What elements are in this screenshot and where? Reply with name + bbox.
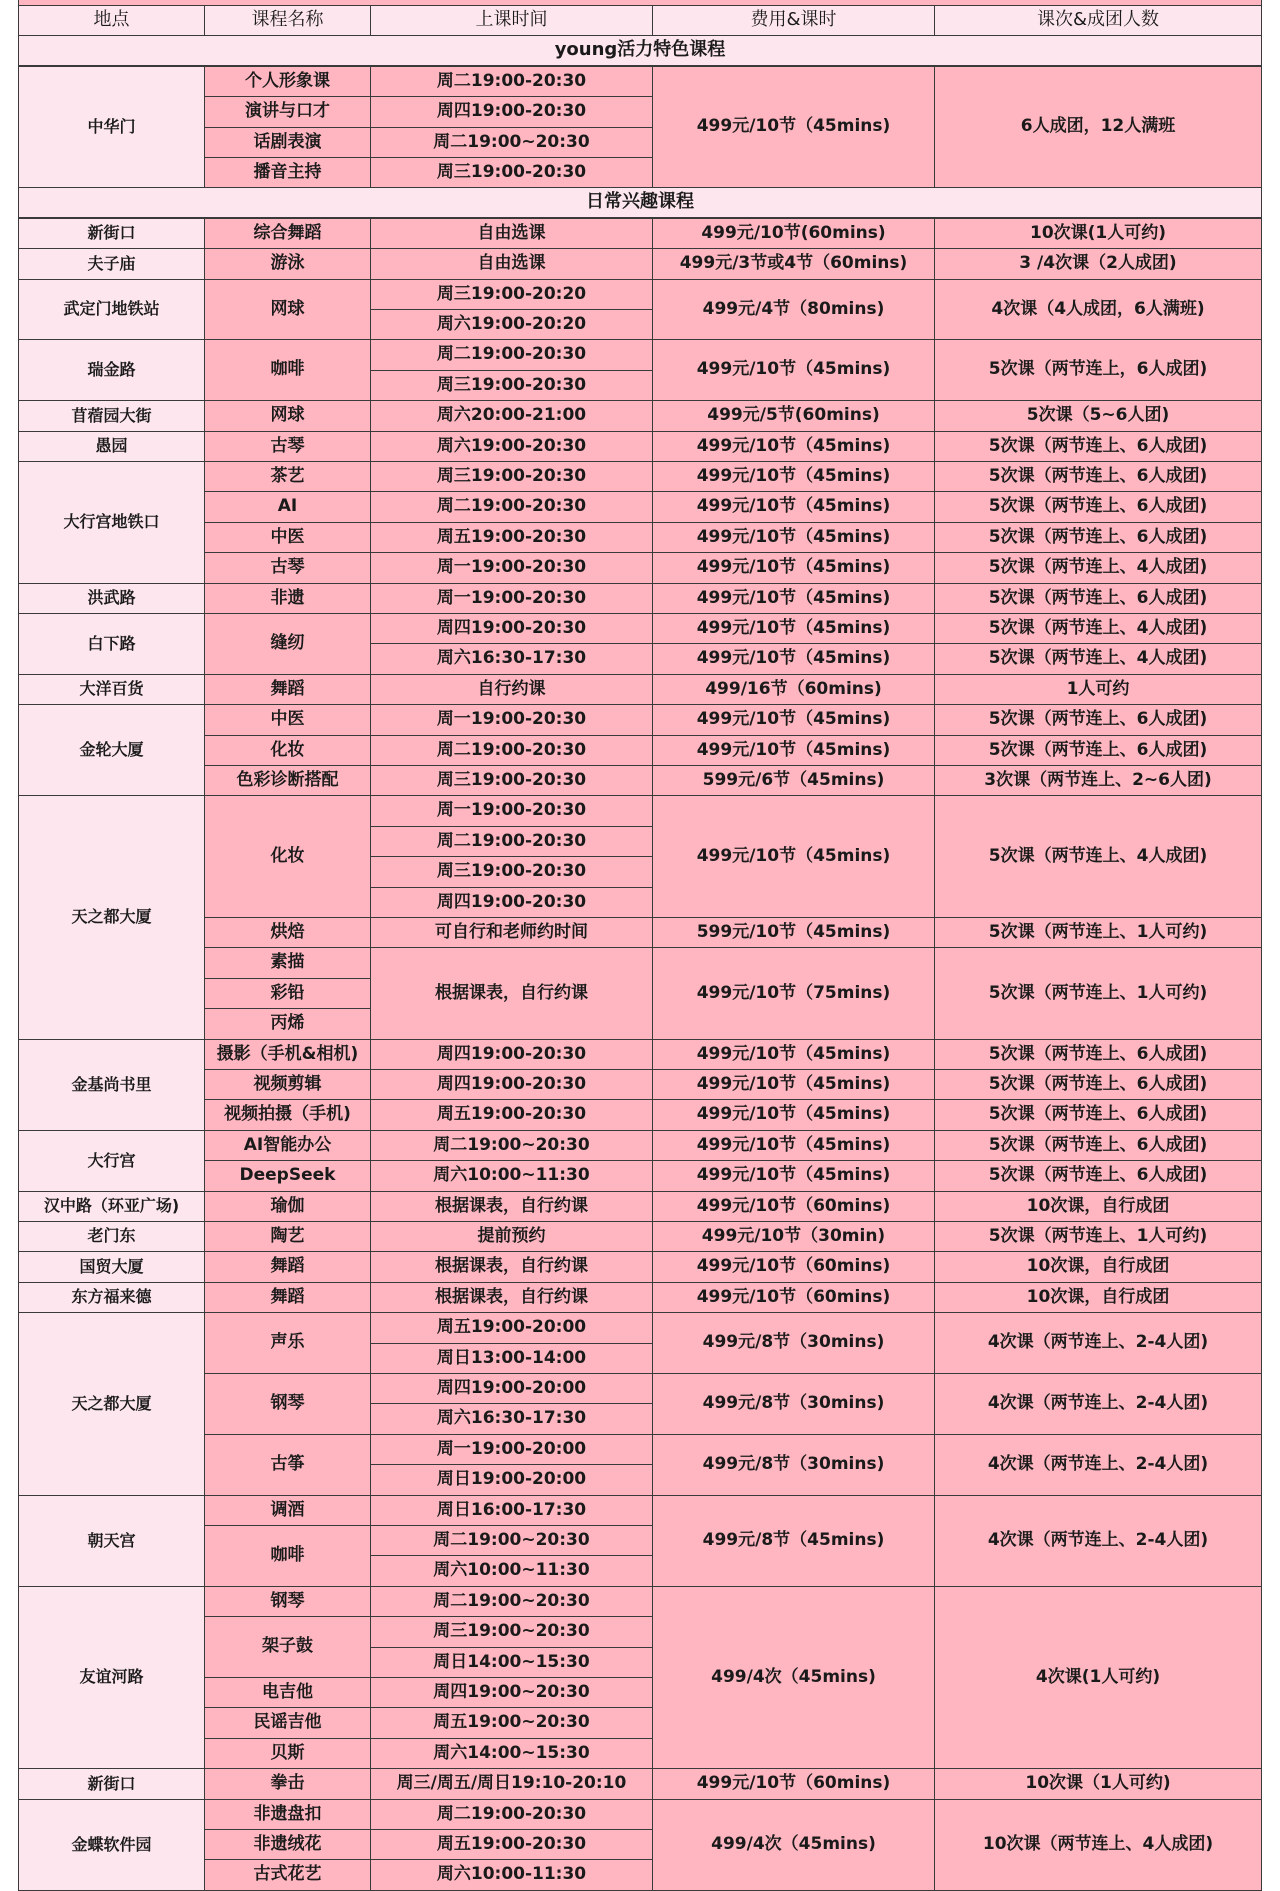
class-time-cell: 周日16:00-17:30 <box>370 1495 653 1526</box>
class-time-cell: 周二19:00-20:30 <box>370 826 653 857</box>
course-name-cell: 中医 <box>204 704 371 736</box>
location-cell: 朝天宫 <box>18 1495 205 1587</box>
class-time-cell: 周四19:00-20:30 <box>370 1069 653 1100</box>
class-time-cell: 自由选课 <box>370 218 653 249</box>
class-time-cell: 周四19:00-20:30 <box>370 96 653 128</box>
course-name-cell: 彩铅 <box>204 978 371 1009</box>
fee-cell: 499元/10节（60mins) <box>652 1768 935 1800</box>
fee-cell: 499元/10节（60mins) <box>652 1191 935 1222</box>
group-size-cell: 5次课（两节连上、6人成团) <box>934 735 1262 766</box>
class-time-cell: 可自行和老师约时间 <box>370 917 653 948</box>
location-cell: 大行宫 <box>18 1130 205 1192</box>
fee-cell: 499元/10节（45mins) <box>652 704 935 736</box>
group-size-cell: 4次课（4人成团，6人满班) <box>934 279 1262 340</box>
location-cell: 东方福来德 <box>18 1282 205 1313</box>
group-size-cell: 10次课，自行成团 <box>934 1191 1262 1222</box>
group-size-cell: 10次课（两节连上、4人成团) <box>934 1799 1262 1891</box>
course-name-cell: 钢琴 <box>204 1586 371 1617</box>
class-time-cell: 自由选课 <box>370 248 653 280</box>
group-size-cell: 5次课（两节连上、6人成团) <box>934 491 1262 523</box>
class-time-cell: 周三19:00-20:30 <box>370 765 653 796</box>
course-name-cell: 综合舞蹈 <box>204 218 371 249</box>
group-size-cell: 5次课（5~6人团) <box>934 400 1262 432</box>
class-time-cell: 周二19:00-20:30 <box>370 735 653 766</box>
group-size-cell: 4次课（两节连上、2-4人团) <box>934 1312 1262 1374</box>
class-time-cell: 周四19:00-20:30 <box>370 613 653 644</box>
class-time-cell: 根据课表，自行约课 <box>370 947 653 1040</box>
course-name-cell: 视频剪辑 <box>204 1069 371 1100</box>
fee-cell: 499/16节（60mins) <box>652 674 935 705</box>
course-name-cell: 烘焙 <box>204 917 371 948</box>
class-time-cell: 周三/周五/周日19:10-20:10 <box>370 1768 653 1800</box>
class-time-cell: 周日19:00-20:00 <box>370 1464 653 1496</box>
fee-cell: 599元/6节（45mins) <box>652 765 935 796</box>
course-name-cell: 网球 <box>204 400 371 432</box>
class-time-cell: 周日14:00~15:30 <box>370 1647 653 1678</box>
course-name-cell: 钢琴 <box>204 1373 371 1435</box>
course-name-cell: 播音主持 <box>204 157 371 188</box>
location-cell: 汉中路（环亚广场) <box>18 1191 205 1222</box>
location-cell: 友谊河路 <box>18 1586 205 1769</box>
group-size-cell: 5次课（两节连上、6人成团) <box>934 461 1262 492</box>
course-name-cell: 个人形象课 <box>204 66 371 97</box>
fee-cell: 499元/10节（45mins) <box>652 795 935 918</box>
fee-cell: 499元/10节（45mins) <box>652 491 935 523</box>
fee-cell: 499元/10节（45mins) <box>652 552 935 584</box>
location-cell: 大洋百货 <box>18 674 205 705</box>
course-name-cell: 古琴 <box>204 431 371 462</box>
group-size-cell: 5次课（两节连上、6人成团) <box>934 522 1262 553</box>
course-name-cell: AI智能办公 <box>204 1130 371 1161</box>
class-time-cell: 周三19:00-20:20 <box>370 279 653 310</box>
fee-cell: 499元/10节（60mins) <box>652 1282 935 1313</box>
class-time-cell: 周二19:00-20:30 <box>370 491 653 523</box>
fee-cell: 499元/3节或4节（60mins) <box>652 248 935 280</box>
location-cell: 白下路 <box>18 613 205 675</box>
course-name-cell: 贝斯 <box>204 1738 371 1769</box>
class-time-cell: 周三19:00-20:30 <box>370 461 653 492</box>
class-time-cell: 周四19:00-20:00 <box>370 1373 653 1404</box>
course-name-cell: 演讲与口才 <box>204 96 371 128</box>
fee-cell: 499元/10节（45mins) <box>652 66 935 188</box>
fee-cell: 499元/10节（45mins) <box>652 583 935 614</box>
class-time-cell: 根据课表，自行约课 <box>370 1251 653 1283</box>
class-time-cell: 周一19:00-20:30 <box>370 795 653 827</box>
class-time-cell: 周一19:00-20:30 <box>370 583 653 614</box>
class-time-cell: 周六10:00-11:30 <box>370 1859 653 1891</box>
class-time-cell: 周五19:00~20:30 <box>370 1707 653 1739</box>
fee-cell: 499元/10节（30min) <box>652 1221 935 1252</box>
class-time-cell: 周一19:00-20:30 <box>370 552 653 584</box>
header-course: 课程名称 <box>204 5 371 36</box>
class-time-cell: 周五19:00-20:30 <box>370 1099 653 1131</box>
class-time-cell: 周五19:00-20:00 <box>370 1312 653 1344</box>
location-cell: 大行宫地铁口 <box>18 461 205 584</box>
course-name-cell: 陶艺 <box>204 1221 371 1252</box>
course-name-cell: 调酒 <box>204 1495 371 1526</box>
class-time-cell: 周四19:00-20:30 <box>370 1039 653 1070</box>
class-time-cell: 周三19:00-20:30 <box>370 856 653 888</box>
group-size-cell: 5次课（两节连上、6人成团) <box>934 704 1262 736</box>
fee-cell: 499元/10节（45mins) <box>652 1039 935 1070</box>
section-title-daily: 日常兴趣课程 <box>18 187 1262 218</box>
location-cell: 愚园 <box>18 431 205 462</box>
group-size-cell: 3 /4次课（2人成团) <box>934 248 1262 280</box>
class-time-cell: 根据课表，自行约课 <box>370 1282 653 1313</box>
group-size-cell: 5次课（两节连上、6人成团) <box>934 1160 1262 1192</box>
class-time-cell: 自行约课 <box>370 674 653 705</box>
class-time-cell: 周六16:30-17:30 <box>370 1403 653 1435</box>
class-time-cell: 提前预约 <box>370 1221 653 1252</box>
class-time-cell: 周六10:00~11:30 <box>370 1160 653 1192</box>
fee-cell: 499元/4节（80mins) <box>652 279 935 340</box>
location-cell: 金蝶软件园 <box>18 1799 205 1891</box>
fee-cell: 499元/10节（45mins) <box>652 431 935 462</box>
location-cell: 老门东 <box>18 1221 205 1252</box>
fee-cell: 499元/8节（30mins) <box>652 1373 935 1435</box>
group-size-cell: 5次课（两节连上、6人成团) <box>934 1069 1262 1100</box>
class-time-cell: 周一19:00-20:30 <box>370 704 653 736</box>
class-time-cell: 周二19:00-20:30 <box>370 1799 653 1830</box>
fee-cell: 499元/10节(60mins) <box>652 218 935 249</box>
fee-cell: 499元/10节（45mins) <box>652 522 935 553</box>
group-size-cell: 1人可约 <box>934 674 1262 705</box>
class-time-cell: 周四19:00~20:30 <box>370 1677 653 1708</box>
location-cell: 天之都大厦 <box>18 1312 205 1496</box>
class-time-cell: 周三19:00-20:30 <box>370 370 653 401</box>
location-cell: 新街口 <box>18 1768 205 1800</box>
header-fee: 费用&课时 <box>652 5 935 36</box>
course-name-cell: 化妆 <box>204 735 371 766</box>
fee-cell: 499/4次（45mins) <box>652 1586 935 1769</box>
class-time-cell: 周三19:00-20:30 <box>370 157 653 188</box>
class-time-cell: 周六10:00~11:30 <box>370 1555 653 1587</box>
group-size-cell: 3次课（两节连上、2~6人团) <box>934 765 1262 796</box>
group-size-cell: 5次课（两节连上，6人成团) <box>934 339 1262 401</box>
class-time-cell: 周六19:00-20:20 <box>370 309 653 340</box>
class-time-cell: 周二19:00~20:30 <box>370 1586 653 1617</box>
group-size-cell: 4次课（两节连上、2-4人团) <box>934 1495 1262 1587</box>
course-name-cell: 咖啡 <box>204 1525 371 1587</box>
course-name-cell: 茶艺 <box>204 461 371 492</box>
course-name-cell: 电吉他 <box>204 1677 371 1708</box>
group-size-cell: 10次课，自行成团 <box>934 1282 1262 1313</box>
class-time-cell: 周二19:00-20:30 <box>370 66 653 97</box>
fee-cell: 499元/10节（60mins) <box>652 1251 935 1283</box>
group-size-cell: 5次课（两节连上、1人可约) <box>934 917 1262 948</box>
course-name-cell: 舞蹈 <box>204 674 371 705</box>
class-time-cell: 周二19:00~20:30 <box>370 127 653 158</box>
course-name-cell: 瑜伽 <box>204 1191 371 1222</box>
fee-cell: 499元/10节（45mins) <box>652 735 935 766</box>
group-size-cell: 5次课（两节连上、6人成团) <box>934 1039 1262 1070</box>
group-size-cell: 6人成团，12人满班 <box>934 66 1262 188</box>
course-name-cell: 色彩诊断搭配 <box>204 765 371 796</box>
class-time-cell: 周二19:00~20:30 <box>370 1130 653 1161</box>
fee-cell: 499元/5节(60mins) <box>652 400 935 432</box>
group-size-cell: 5次课（两节连上、6人成团) <box>934 431 1262 462</box>
location-cell: 金轮大厦 <box>18 704 205 796</box>
course-name-cell: 话剧表演 <box>204 127 371 158</box>
group-size-cell: 5次课（两节连上、1人可约) <box>934 1221 1262 1252</box>
class-time-cell: 周日13:00-14:00 <box>370 1343 653 1374</box>
course-name-cell: 摄影（手机&相机) <box>204 1039 371 1070</box>
location-cell: 新街口 <box>18 218 205 249</box>
group-size-cell: 5次课（两节连上、6人成团) <box>934 1099 1262 1131</box>
fee-cell: 599元/10节（45mins) <box>652 917 935 948</box>
course-name-cell: 丙烯 <box>204 1008 371 1040</box>
group-size-cell: 4次课（两节连上、2-4人团) <box>934 1373 1262 1435</box>
course-name-cell: 中医 <box>204 522 371 553</box>
section-title-young: young活力特色课程 <box>18 35 1262 66</box>
class-time-cell: 周五19:00-20:30 <box>370 522 653 553</box>
course-name-cell: 非遗 <box>204 583 371 614</box>
fee-cell: 499元/10节（45mins) <box>652 461 935 492</box>
course-name-cell: 古琴 <box>204 552 371 584</box>
group-size-cell: 5次课（两节连上、4人成团) <box>934 795 1262 918</box>
class-time-cell: 周五19:00-20:30 <box>370 1829 653 1860</box>
group-size-cell: 4次课（两节连上、2-4人团) <box>934 1434 1262 1496</box>
course-name-cell: 咖啡 <box>204 339 371 401</box>
class-time-cell: 周六16:30-17:30 <box>370 643 653 675</box>
group-size-cell: 5次课（两节连上、1人可约) <box>934 947 1262 1040</box>
class-time-cell: 周二19:00-20:30 <box>370 339 653 371</box>
class-time-cell: 根据课表，自行约课 <box>370 1191 653 1222</box>
location-cell: 洪武路 <box>18 583 205 614</box>
course-name-cell: 化妆 <box>204 795 371 918</box>
course-name-cell: 舞蹈 <box>204 1251 371 1283</box>
course-name-cell: 民谣吉他 <box>204 1707 371 1739</box>
course-name-cell: 非遗绒花 <box>204 1829 371 1860</box>
fee-cell: 499元/8节（30mins) <box>652 1312 935 1374</box>
fee-cell: 499元/8节（30mins) <box>652 1434 935 1496</box>
location-cell: 夫子庙 <box>18 248 205 280</box>
fee-cell: 499/4次（45mins) <box>652 1799 935 1891</box>
group-size-cell: 5次课（两节连上、4人成团) <box>934 613 1262 644</box>
course-name-cell: 视频拍摄（手机) <box>204 1099 371 1131</box>
course-name-cell: AI <box>204 491 371 523</box>
group-size-cell: 5次课（两节连上、6人成团) <box>934 1130 1262 1161</box>
course-name-cell: 游泳 <box>204 248 371 280</box>
course-name-cell: 舞蹈 <box>204 1282 371 1313</box>
course-name-cell: 拳击 <box>204 1768 371 1800</box>
fee-cell: 499元/8节（45mins) <box>652 1495 935 1587</box>
group-size-cell: 5次课（两节连上、4人成团) <box>934 552 1262 584</box>
location-cell: 中华门 <box>18 66 205 188</box>
header-time: 上课时间 <box>370 5 653 36</box>
location-cell: 武定门地铁站 <box>18 279 205 340</box>
course-name-cell: 非遗盘扣 <box>204 1799 371 1830</box>
location-cell: 天之都大厦 <box>18 795 205 1040</box>
location-cell: 金基尚书里 <box>18 1039 205 1131</box>
course-name-cell: DeepSeek <box>204 1160 371 1192</box>
fee-cell: 499元/10节（45mins) <box>652 643 935 675</box>
group-size-cell: 10次课，自行成团 <box>934 1251 1262 1283</box>
location-cell: 国贸大厦 <box>18 1251 205 1283</box>
group-size-cell: 10次课(1人可约) <box>934 218 1262 249</box>
course-name-cell: 声乐 <box>204 1312 371 1374</box>
class-time-cell: 周六14:00~15:30 <box>370 1738 653 1769</box>
fee-cell: 499元/10节（45mins) <box>652 613 935 644</box>
group-size-cell: 5次课（两节连上、4人成团) <box>934 643 1262 675</box>
group-size-cell: 10次课（1人可约) <box>934 1768 1262 1800</box>
header-group: 课次&成团人数 <box>934 5 1262 36</box>
class-time-cell: 周六20:00-21:00 <box>370 400 653 432</box>
fee-cell: 499元/10节（45mins) <box>652 1130 935 1161</box>
fee-cell: 499元/10节（45mins) <box>652 1069 935 1100</box>
location-cell: 苜蓿园大街 <box>18 400 205 432</box>
location-cell: 瑞金路 <box>18 339 205 401</box>
group-size-cell: 5次课（两节连上、6人成团) <box>934 583 1262 614</box>
fee-cell: 499元/10节（45mins) <box>652 1160 935 1192</box>
class-time-cell: 周六19:00-20:30 <box>370 431 653 462</box>
class-time-cell: 周四19:00-20:30 <box>370 887 653 918</box>
header-location: 地点 <box>18 5 205 36</box>
group-size-cell: 4次课(1人可约) <box>934 1586 1262 1769</box>
class-time-cell: 周三19:00~20:30 <box>370 1616 653 1648</box>
course-name-cell: 架子鼓 <box>204 1616 371 1678</box>
course-name-cell: 素描 <box>204 947 371 979</box>
course-name-cell: 缝纫 <box>204 613 371 675</box>
fee-cell: 499元/10节（45mins) <box>652 339 935 401</box>
fee-cell: 499元/10节（45mins) <box>652 1099 935 1131</box>
course-name-cell: 网球 <box>204 279 371 340</box>
class-time-cell: 周二19:00~20:30 <box>370 1525 653 1556</box>
course-name-cell: 古式花艺 <box>204 1859 371 1891</box>
course-name-cell: 古筝 <box>204 1434 371 1496</box>
class-time-cell: 周一19:00-20:00 <box>370 1434 653 1465</box>
fee-cell: 499元/10节（75mins) <box>652 947 935 1040</box>
